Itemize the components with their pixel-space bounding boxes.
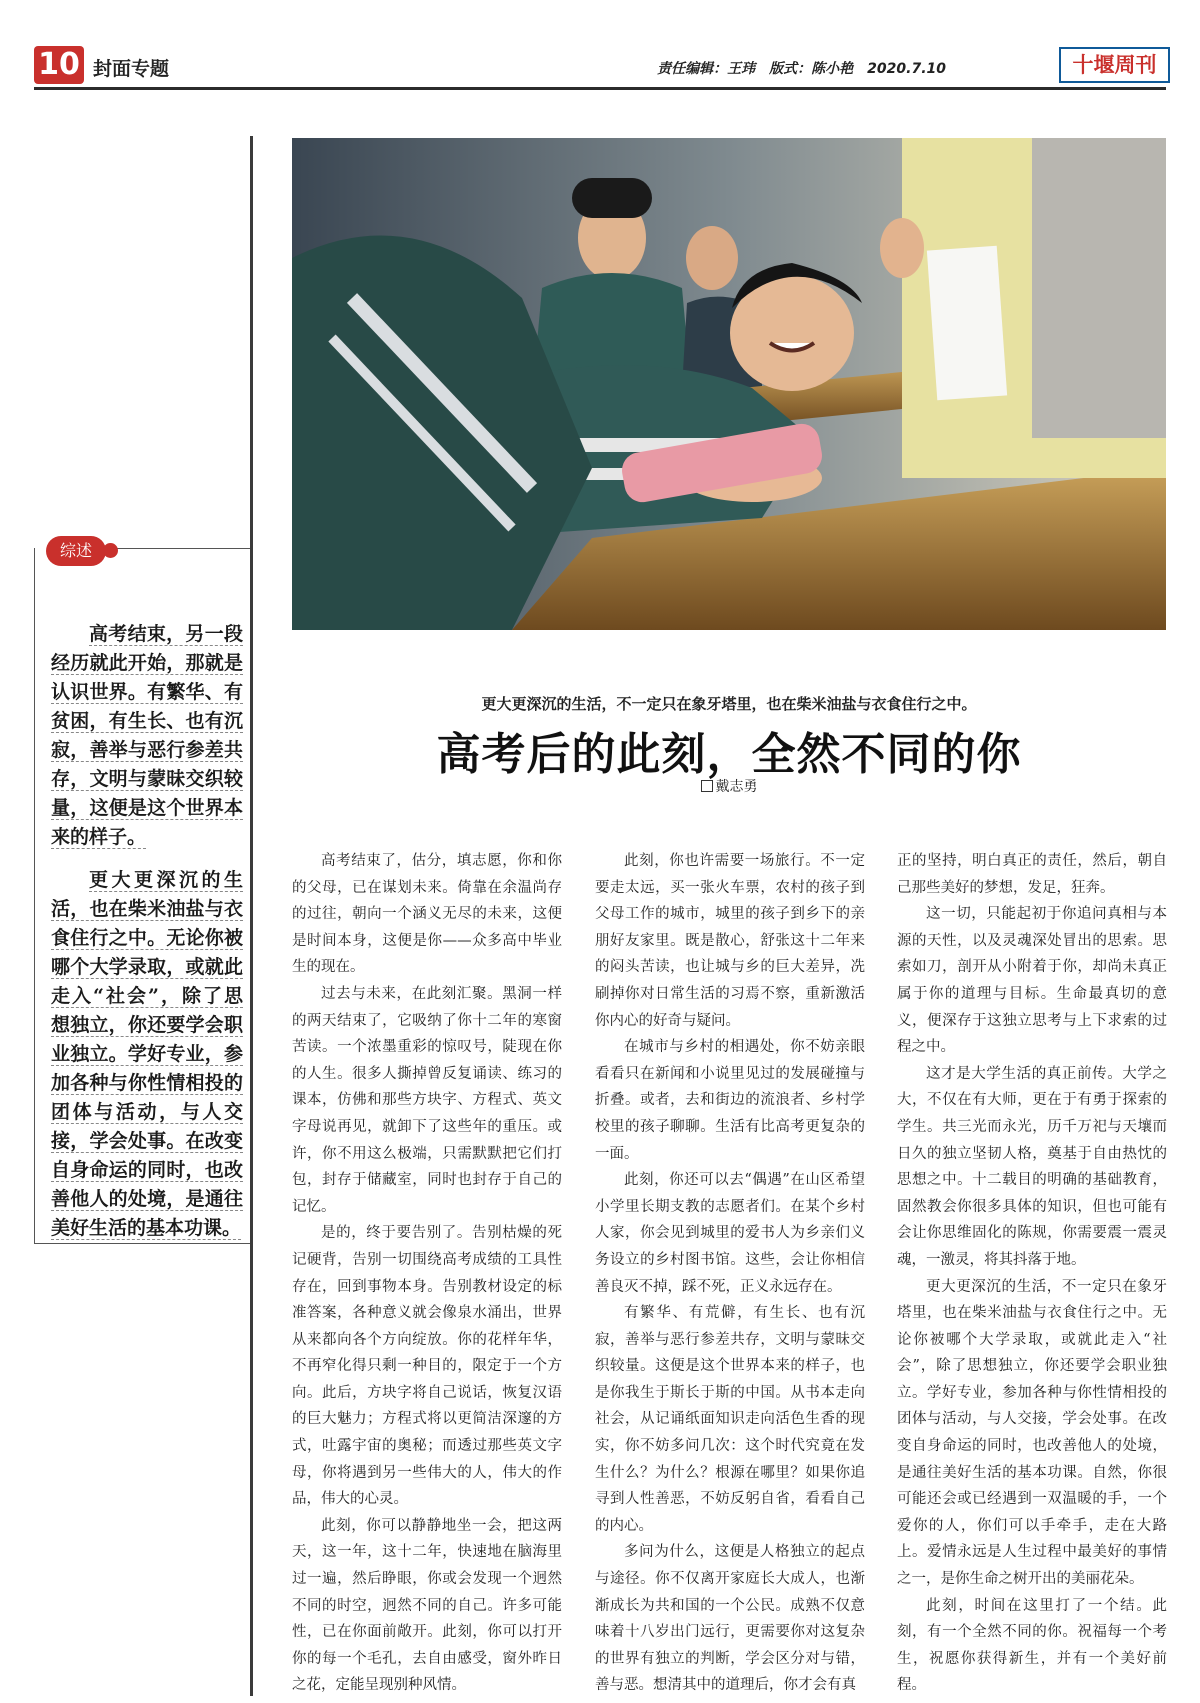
body-paragraph: 此刻，时间在这里打了一个结。此刻，有一个全然不同的你。祝福每一个考生，祝愿你获得新生，并有一个美好前程。 <box>897 1597 1167 1694</box>
body-paragraph: 多问为什么，这便是人格独立的起点与途径。你不仅离开家庭长大成人，也渐渐成长为共和国的一个公民。成熟不仅意味着十八岁出门远行，更需要你对这复杂的世界有独立的判断，学会区分对与错，善与恶。想清其中的道理后，你才会有真 <box>595 1544 865 1694</box>
summary-badge-dot <box>103 543 118 558</box>
summary-paragraph <box>51 866 243 1243</box>
credits-line: 责任编辑：王玮 版式：陈小艳 2020.7.10 <box>657 61 946 77</box>
body-paragraph: 高考结束了，估分，填志愿，你和你的父母，已在谋划未来。倚靠在余温尚存的过往，朝向一个涵义无尽的未来，这便是时间本身，这便是你——众多高中毕业生的现在。 <box>292 853 562 976</box>
body-paragraph: 此刻，你也许需要一场旅行。不一定要走太远，买一张火车票，农村的孩子到父母工作的城市，城里的孩子到乡下的亲朋好友家里。既是散心，舒张这十二年来的闷头苦读，也让城与乡的巨大差异，冼刷掉你对日常生活的习焉不察，重新激活你内心的好奇与疑问。 <box>595 853 865 1029</box>
summary-paragraph-text: 高考结束，另一段经历就此开始，那就是认识世界。有繁华、有贫困，有生长、也有沉寂，善举与恶行参差共存，文明与蒙昧交织较量，这便是这个世界本来的样子。 <box>51 623 243 848</box>
byline-box-icon <box>701 780 713 792</box>
publication-logo: 十堰周刊 <box>1059 47 1170 83</box>
body-paragraph: 是的，终于要告别了。告别枯燥的死记硬背，告别一切围绕高考成绩的工具性存在，回到事物本身。告别教材设定的标准答案，各种意义就会像泉水涌出，世界从来都向各个方向绽放。你的花样年华，不再窄化得只剩一种目的，限定于一个方向。此后，方块字将自己说话，恢复汉语的巨大魅力；方程式将以更简洁深邃的方式，吐露宇宙的奥秘；而透过那些英文字母，你将遇到另一些伟大的人，伟大的作品，伟大的心灵。 <box>292 1225 562 1508</box>
body-paragraph: 此刻，你还可以去“偶遇”在山区希望小学里长期支教的志愿者们。在某个乡村人家，你会见到城里的爱书人为乡亲们义务设立的乡村图书馆。这些，会让你相信善良灭不掉，踩不死，正义永远存在。 <box>595 1172 865 1295</box>
article-column-1 <box>292 848 562 1699</box>
body-paragraph: 此刻，你可以静静地坐一会，把这两天，这一年，这十二年，快速地在脑海里过一遍，然后睁眼，你或会发现一个迥然不同的时空，迥然不同的自己。许多可能性，已在你面前敞开。此刻，你可以打开你的每一个毛孔，去自由感受，窗外昨日之花，定能呈现别种风情。 <box>292 1517 562 1694</box>
article-byline <box>292 776 1166 796</box>
body-paragraph: 更大更深沉的生活，不一定只在象牙塔里，也在柴米油盐与衣食住行之中。无论你被哪个大学录取，或就此走入“社会”，除了思想独立，你还要学会职业独立。学好专业，参加各种与你性情相投的团体与活动，与人交接，学会处事。在改变自身命运的同时，也改善他人的处境，是通往美好生活的基本功课。自然，你很可能还会或已经遇到一双温暖的手，一个爱你的人，你们可以手牵手，走在大路上。爱情永远是人生过程中最美好的事情之一，是你生命之树开出的美丽花朵。 <box>897 1278 1167 1588</box>
body-paragraph: 有繁华、有荒僻，有生长、也有沉寂，善举与恶行参差共存，文明与蒙昧交织较量。这便是这个世界本来的样子，也是你我生于斯长于斯的中国。从书本走向社会，从记诵纸面知识走向活色生香的现实，你不妨多问几次：这个时代究竟在发生什么？为什么？根源在哪里？如果你追寻到人性善恶，不妨反躬自省，看看自己的内心。 <box>595 1305 865 1534</box>
body-paragraph: 在城市与乡村的相遇处，你不妨亲眼看看只在新闻和小说里见过的发展碰撞与折叠。或者，去和街边的流浪者、乡村学校里的孩子聊聊。生活有比高考更复杂的一面。 <box>595 1039 865 1162</box>
section-title: 封面专题 <box>93 58 170 80</box>
page-number: 10 <box>34 46 84 84</box>
article-column-2 <box>595 848 865 1699</box>
article-title: 高考后的此刻，全然不同的你 <box>436 729 1022 780</box>
body-paragraph: 这一切，只能起初于你追问真相与本源的天性，以及灵魂深处冒出的思索。思索如刀，剖开从小附着于你，却尚未真正属于你的道理与目标。生命最真切的意义，便深存于这独立思考与上下求索的过程之中。 <box>897 906 1167 1056</box>
body-paragraph-continued: 正的坚持，明白真正的责任，然后，朝自己那些美好的梦想，发足，狂奔。 <box>897 853 1167 896</box>
article-column-3 <box>897 848 1167 1699</box>
summary-paragraph-text: 更大更深沉的生活，也在柴米油盐与衣食住行之中。无论你被哪个大学录取，或就此走入“社会”，除了思想独立，你还要学会职业独立。学好专业，参加各种与你性情相投的团体与活动，与人交接，学会处事。在改变自身命运的同时，也改善他人的处境，是通往美好生活的基本功课。 <box>51 869 243 1239</box>
body-paragraph: 过去与未来，在此刻汇聚。黑洞一样的两天结束了，它吸纳了你十二年的寒窗苦读。一个浓墨重彩的惊叹号，陡现在你的人生。很多人撕掉曾反复诵读、练习的课本，仿佛和那些方块字、方程式、英文字母说再见，就卸下了这些年的重压。或许，你不用这么极端，只需默默把它们打包，封存于储藏室，同时也封存于自己的记忆。 <box>292 985 562 1215</box>
photo-illustration <box>292 138 1166 630</box>
classroom-photo <box>292 138 1166 630</box>
sidebar-frame-left <box>34 548 35 1243</box>
author-name: 戴志勇 <box>715 779 758 795</box>
body-paragraph: 这才是大学生活的真正前传。大学之大，不仅在有大师，更在于有勇于探索的学生。共三光而永光，历千万祀与天壤而日久的独立坚韧人格，奠基于自由热忱的思想之中。十二载目的明确的基础教育，固然教会你很多具体的知识，但也可能有会让你思维固化的陈规，你需要震一震灵魂，一激灵，将其抖落于地。 <box>897 1065 1167 1268</box>
summary-text <box>51 620 243 1257</box>
column-divider <box>250 136 253 1696</box>
summary-paragraph <box>51 620 243 852</box>
header-rule <box>34 87 1166 90</box>
article-subtitle: 更大更深沉的生活，不一定只在象牙塔里，也在柴米油盐与衣食住行之中。 <box>481 695 977 713</box>
summary-badge: 综述 <box>46 536 106 566</box>
